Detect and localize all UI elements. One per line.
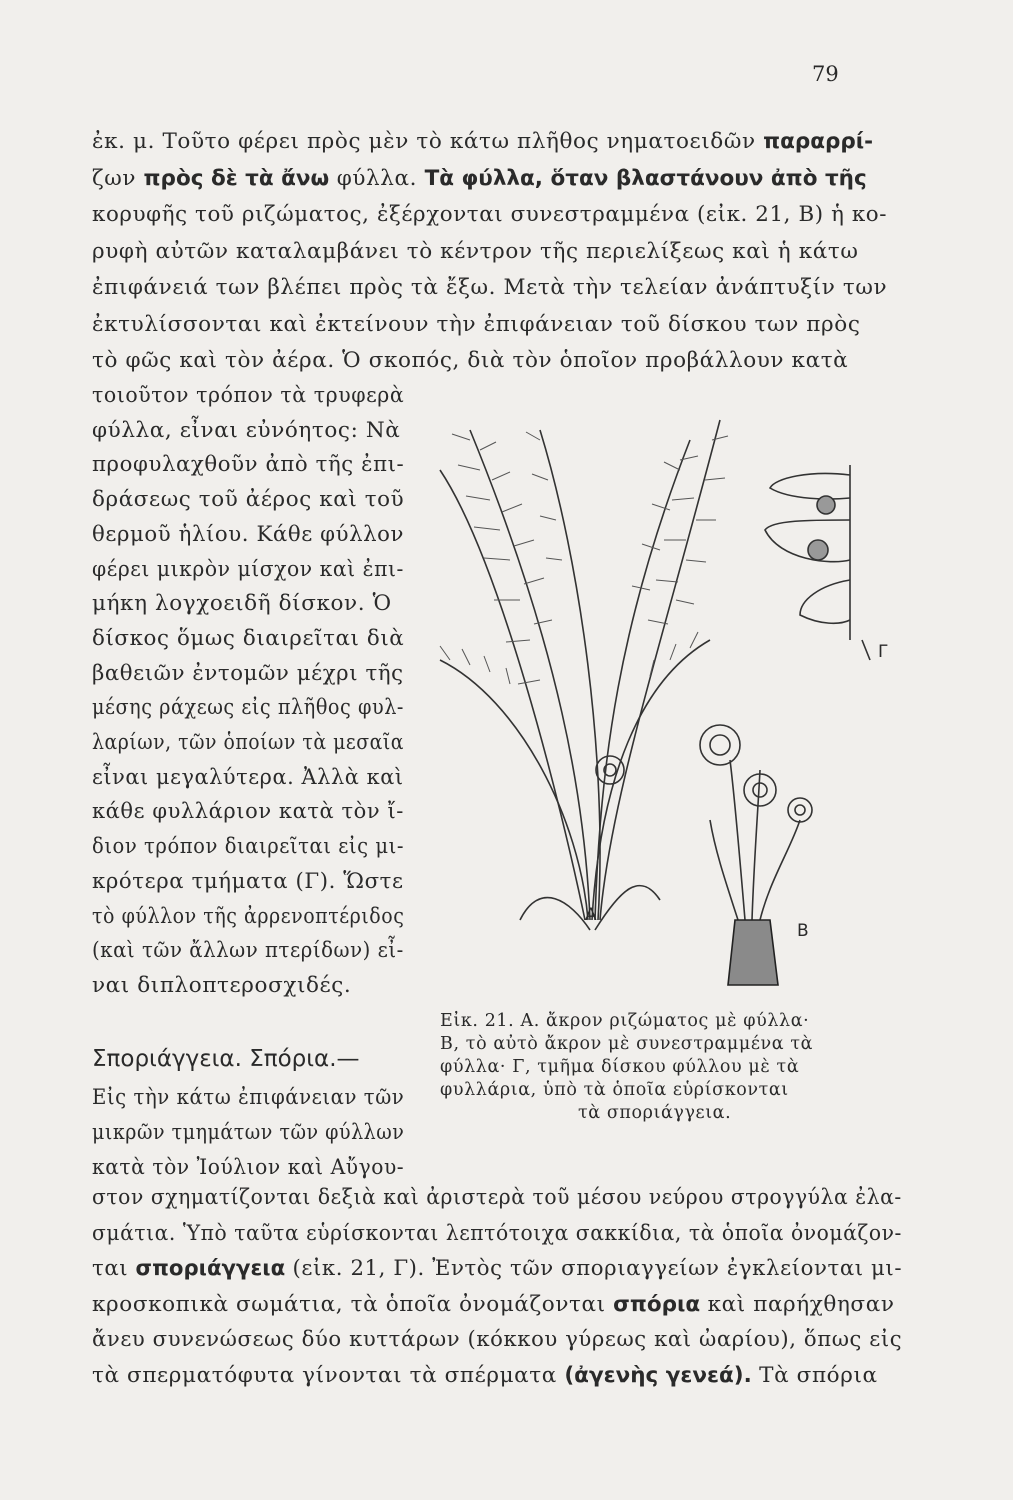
text-line: κρότερα τμήματα (Γ). Ὥστε xyxy=(92,868,404,894)
text-line: κάθε φυλλάριον κατὰ τὸν ἴ- xyxy=(92,799,404,825)
section-heading: Σποριάγγεια. Σπόρια.— xyxy=(92,1046,360,1072)
text-line: ναι διπλοπτεροσχιδές. xyxy=(92,972,352,998)
caption-line: τὰ σποριάγγεια. xyxy=(578,1103,732,1123)
text-line: κατὰ τὸν Ἰούλιον καὶ Αὔγου- xyxy=(92,1155,405,1180)
unrolling-fronds-figure-b xyxy=(700,725,812,985)
bold-term: πρὸς δὲ τὰ ἄνω xyxy=(136,165,337,191)
text-run: κορυφῆς τοῦ ριζώματος, ἐξέρχονται συνεστραμμένα (εἰκ. 21, Β) ἡ κο- xyxy=(92,202,888,227)
bold-term: παραρρί- xyxy=(763,129,874,154)
text-line: μέσης ράχεως εἰς πλῆθος φυλ- xyxy=(92,695,404,721)
text-line: φύλλα, εἶναι εὐνόητος: Νὰ xyxy=(92,417,401,443)
text-line: δίσκος ὅμως διαιρεῖται διὰ xyxy=(92,625,405,651)
text-run: ἐκτυλίσσονται καὶ ἐκτείνουν τὴν ἐπιφάνειαν τοῦ δίσκου των πρὸς xyxy=(92,311,861,337)
text-line: Εἰς τὴν κάτω ἐπιφάνειαν τῶν xyxy=(92,1085,405,1110)
text-run: (εἰκ. 21, Γ). Ἐντὸς τῶν σποριαγγείων ἐγκλείονται μι- xyxy=(285,1256,903,1281)
text-run: ἄνευ συνενώσεως δύο κυττάρων (κόκκου γύρεως καὶ ὠαρίου), ὅπως εἰς xyxy=(92,1327,903,1352)
text-run: στον σχηματίζονται δεξιὰ καὶ ἀριστερὰ τοῦ μέσου νεύρου στρογγύλα ἐλα- xyxy=(92,1185,902,1210)
text-run: καὶ παρήχθησαν xyxy=(700,1291,895,1317)
text-line: μικρῶν τμημάτων τῶν φύλλων xyxy=(92,1120,405,1145)
text-run: κροσκοπικὰ σωμάτια, τὰ ὁποῖα ὀνομάζονται xyxy=(92,1291,614,1317)
page-number: 79 xyxy=(812,62,839,86)
text-line: δράσεως τοῦ ἀέρος καὶ τοῦ xyxy=(92,487,405,513)
text-line: διον τρόπον διαιρεῖται εἰς μι- xyxy=(92,834,404,860)
bold-term: σποριάγγεια xyxy=(135,1256,286,1281)
bold-term: Τὰ φύλλα, ὅταν βλαστάνουν ἀπὸ τῆς xyxy=(417,165,867,191)
caption-line: Β, τὸ αὐτὸ ἄκρον μὲ συνεστραμμένα τὰ xyxy=(440,1034,814,1054)
text-run: ται xyxy=(92,1256,136,1281)
bold-term: σπόρια xyxy=(613,1291,701,1317)
text-run: σμάτια. Ὑπὸ ταῦτα εὑρίσκονται λεπτότοιχα σακκίδια, τὰ ὁποῖα ὀνομάζον- xyxy=(92,1220,902,1246)
caption-line: φύλλα· Γ, τμῆμα δίσκου φύλλου μὲ τὰ xyxy=(440,1057,800,1077)
text-run: ἐπιφάνειά των βλέπει πρὸς τὰ ἔξω. Μετὰ τὴν τελείαν ἀνάπτυξίν των xyxy=(92,275,888,300)
figure-label-g: Γ xyxy=(878,642,888,662)
text-run: ζων xyxy=(92,165,137,191)
bold-term: (ἀγενὴς γενεά). xyxy=(564,1362,752,1388)
text-line: θερμοῦ ἡλίου. Κάθε φύλλον xyxy=(92,521,405,547)
text-run: τὰ σπερματόφυτα γίνονται τὰ σπέρματα xyxy=(92,1362,565,1388)
text-line: (καὶ τῶν ἄλλων πτερίδων) εἶ- xyxy=(92,938,404,964)
text-line: βαθειῶν ἐντομῶν μέχρι τῆς xyxy=(92,660,404,686)
caption-line: φυλλάρια, ὑπὸ τὰ ὁποῖα εὑρίσκονται xyxy=(440,1080,789,1100)
text-run: Τὰ σπόρια xyxy=(751,1362,878,1388)
figure-label-a: A xyxy=(585,905,597,925)
figure-label-b: B xyxy=(797,921,809,941)
leaflet-segment-figure-g xyxy=(765,465,870,660)
text-line: προφυλαχθοῦν ἀπὸ τῆς ἐπι- xyxy=(92,452,405,478)
text-line: τοιοῦτον τρόπον τὰ τρυφερὰ xyxy=(92,383,405,408)
text-run: τὸ φῶς καὶ τὸν ἀέρα. Ὁ σκοπός, διὰ τὸν ὁποῖον προβάλλουν κατὰ xyxy=(92,348,849,373)
text-line: τὸ φύλλον τῆς ἀρρενοπτέριδος xyxy=(92,903,405,929)
text-line: εἶναι μεγαλύτερα. Ἀλλὰ καὶ xyxy=(92,764,404,790)
text-run: φύλλα. xyxy=(336,165,418,191)
text-line: μήκη λογχοειδῆ δίσκον. Ὁ xyxy=(92,591,392,617)
caption-line: Εἰκ. 21. Α. ἄκρον ριζώματος μὲ φύλλα· xyxy=(440,1011,810,1031)
text-line: φέρει μικρὸν μίσχον καὶ ἐπι- xyxy=(92,556,404,582)
text-run: ἐκ. μ. Τοῦτο φέρει πρὸς μὲν τὸ κάτω πλῆθος νηματοειδῶν xyxy=(92,129,764,154)
fern-frond-figure-a xyxy=(440,420,720,930)
text-line: λαρίων, τῶν ὁποίων τὰ μεσαῖα xyxy=(92,730,405,755)
text-run: ρυφὴ αὐτῶν καταλαμβάνει τὸ κέντρον τῆς περιελίξεως καὶ ἡ κάτω xyxy=(92,238,859,264)
